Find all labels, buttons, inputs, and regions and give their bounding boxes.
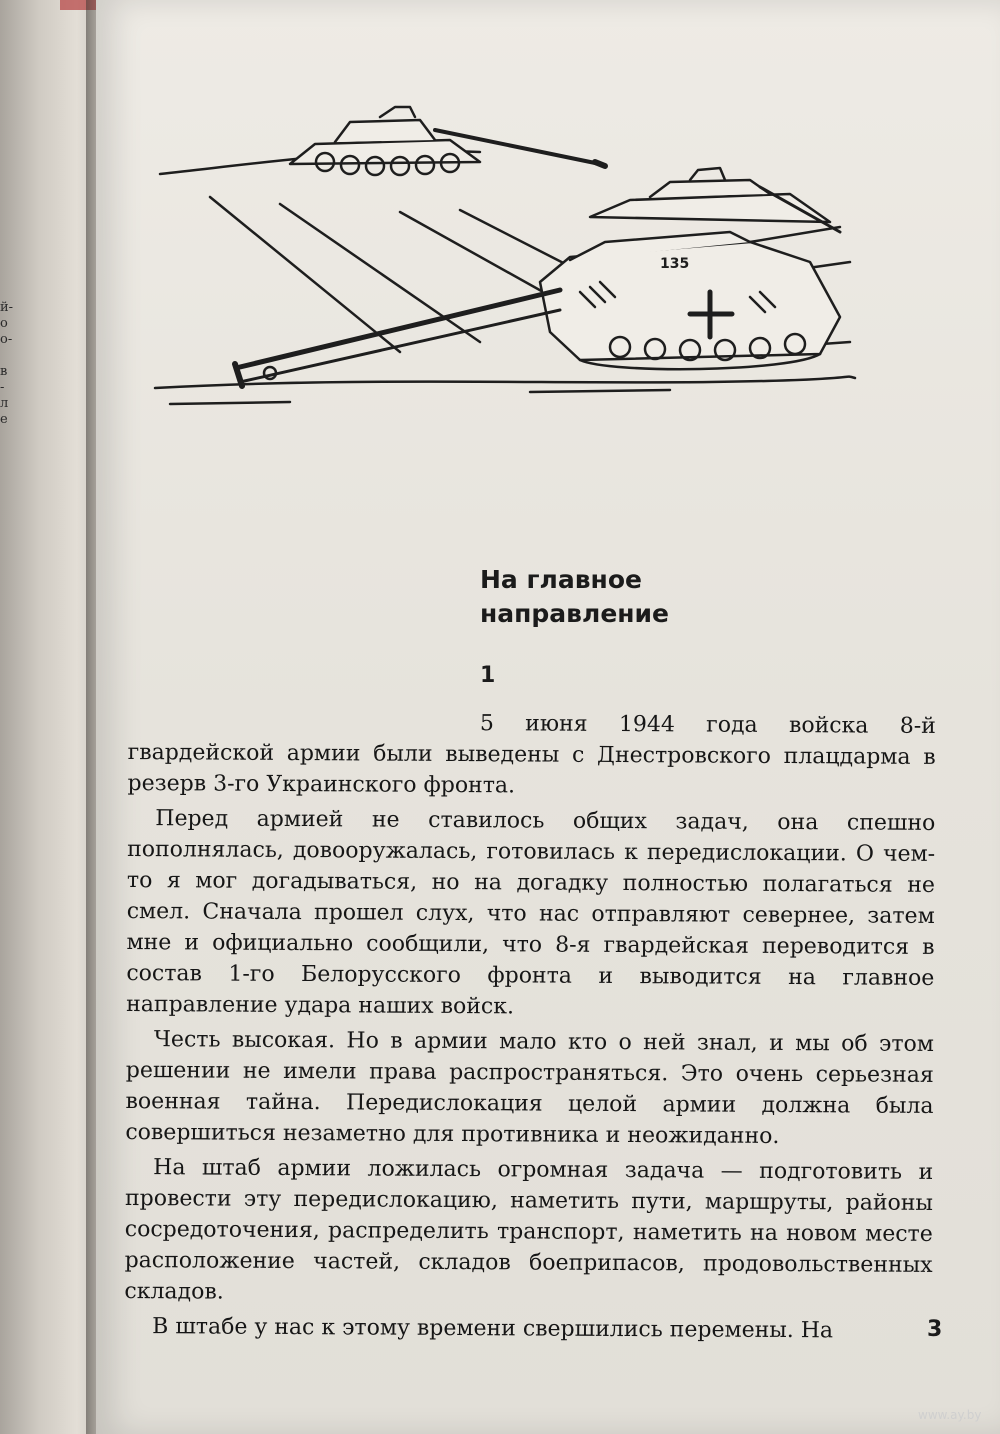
watermark: www.ay.by bbox=[918, 1408, 982, 1422]
chapter-title-line1: На главное bbox=[480, 565, 642, 594]
paragraph: Честь высокая. Но в армии мало кто о ней знал, и мы об этом решении не имели права распространяться. Это очень серьезная военная тайна. Передислокация целой армии должна была совершиться незаметно для противника и неожиданно. bbox=[125, 1027, 935, 1149]
chapter-title bbox=[480, 563, 840, 631]
paragraph: В штабе у нас к этому времени свершились перемены. На bbox=[152, 1314, 834, 1344]
paragraph: 5 июня 1944 года войска 8-й гвардейской армии были выведены с Днестровского плацдарма в резерв 3-го Украинского фронта. bbox=[127, 711, 936, 799]
paragraph: Перед армией не ставилось общих задач, она спешно пополнялась, довооружалась, готовилась к передислокации. О чем-то я мог догадываться, но на догадку полностью полагаться не смел. Сначала прошел слух, что нас отправляют севернее, затем мне и официально сообщили, что 8-я гвардейская переводится в состав 1-го Белорусского фронта и выводится на главное направление удара наших войск. bbox=[126, 806, 936, 1020]
chapter-number: 1 bbox=[480, 663, 496, 688]
left-edge-line: й- bbox=[0, 300, 14, 315]
left-edge-line: о bbox=[0, 316, 8, 331]
left-edge-line: е bbox=[0, 412, 8, 427]
tank-marking: 135 bbox=[660, 256, 690, 272]
left-page-edge-text bbox=[0, 300, 22, 428]
paragraph: На штаб армии ложилась огромная задача — подготовить и провести эту передислокацию, наметить пути, маршруты, районы сосредоточения, распределить транспорт, наметить на новом месте расположение частей, складов боеприпасов, продовольственных складов. bbox=[124, 1155, 934, 1305]
left-page bbox=[0, 0, 96, 1434]
left-edge-line: - bbox=[0, 380, 5, 395]
left-edge-line: в bbox=[0, 364, 8, 379]
left-edge-line bbox=[0, 348, 22, 364]
tank-illustration bbox=[150, 92, 860, 412]
page-number: 3 bbox=[927, 1317, 943, 1342]
body-text bbox=[124, 706, 936, 1351]
left-edge-line: о- bbox=[0, 332, 13, 347]
left-edge-line: л bbox=[0, 396, 9, 411]
chapter-title-line2: направление bbox=[480, 599, 670, 628]
